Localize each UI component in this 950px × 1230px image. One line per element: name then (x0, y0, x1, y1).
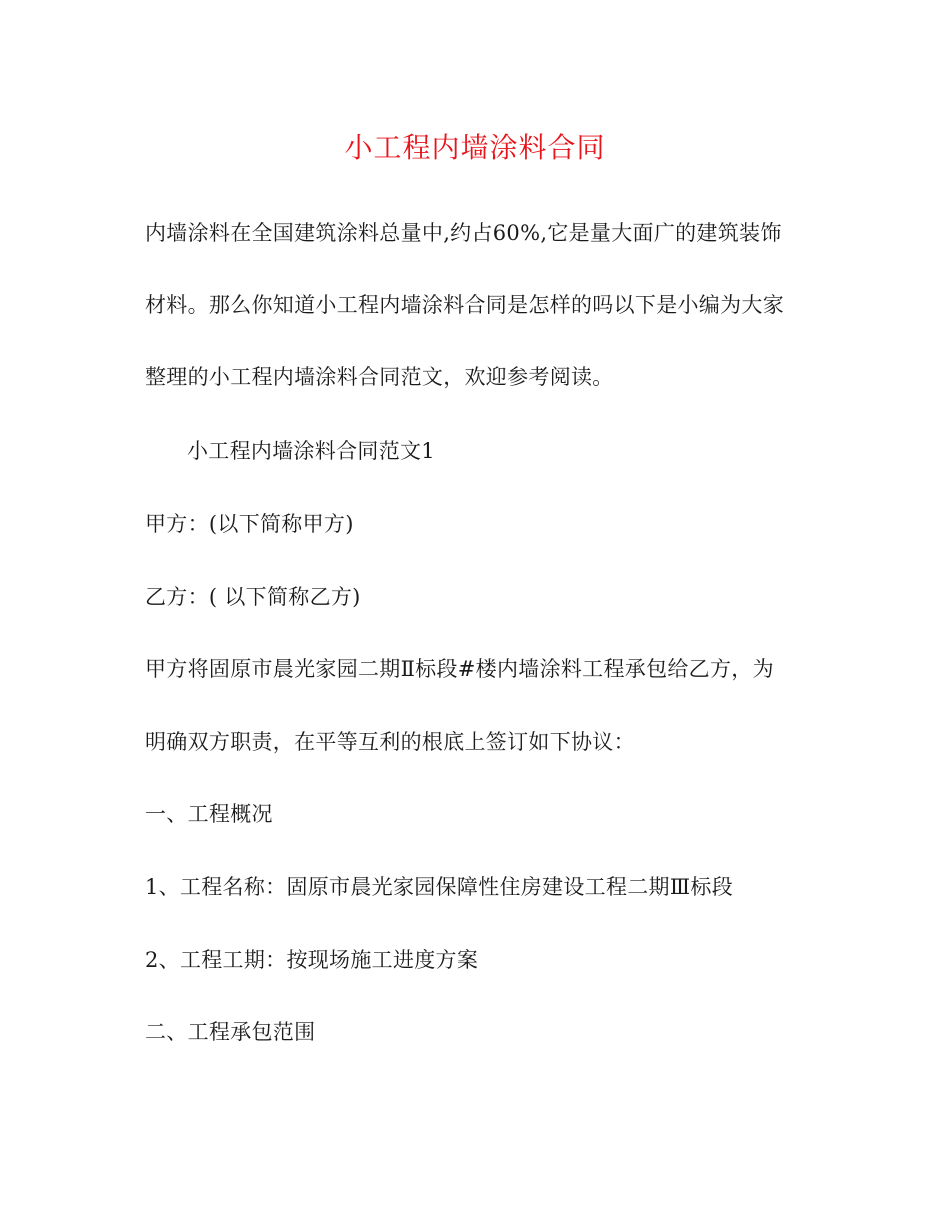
party-a-line: 甲方：(以下简称甲方) (145, 512, 354, 536)
document-title: 小工程内墙涂料合同 (344, 131, 606, 164)
agreement-line-1: 甲方将固原市晨光家园二期Ⅱ标段#楼内墙涂料工程承包给乙方，为 (145, 657, 774, 681)
section-heading: 小工程内墙涂料合同范文1 (187, 439, 435, 463)
intro-line-3: 整理的小工程内墙涂料合同范文，欢迎参考阅读。 (145, 365, 614, 389)
clause-2-heading: 二、工程承包范围 (145, 1020, 316, 1044)
intro-line-2: 材料。那么你知道小工程内墙涂料合同是怎样的吗以下是小编为大家 (145, 293, 784, 317)
intro-line-1: 内墙涂料在全国建筑涂料总量中,约占60%,它是量大面广的建筑装饰 (145, 221, 782, 245)
agreement-line-2: 明确双方职责，在平等互利的根底上签订如下协议： (145, 730, 635, 754)
party-b-line: 乙方：( 以下简称乙方) (145, 585, 361, 609)
project-name-line: 1、工程名称：固原市晨光家园保障性住房建设工程二期Ⅲ标段 (145, 875, 734, 899)
clause-1-heading: 一、工程概况 (145, 802, 273, 826)
project-period-line: 2、工程工期：按现场施工进度方案 (145, 948, 479, 972)
